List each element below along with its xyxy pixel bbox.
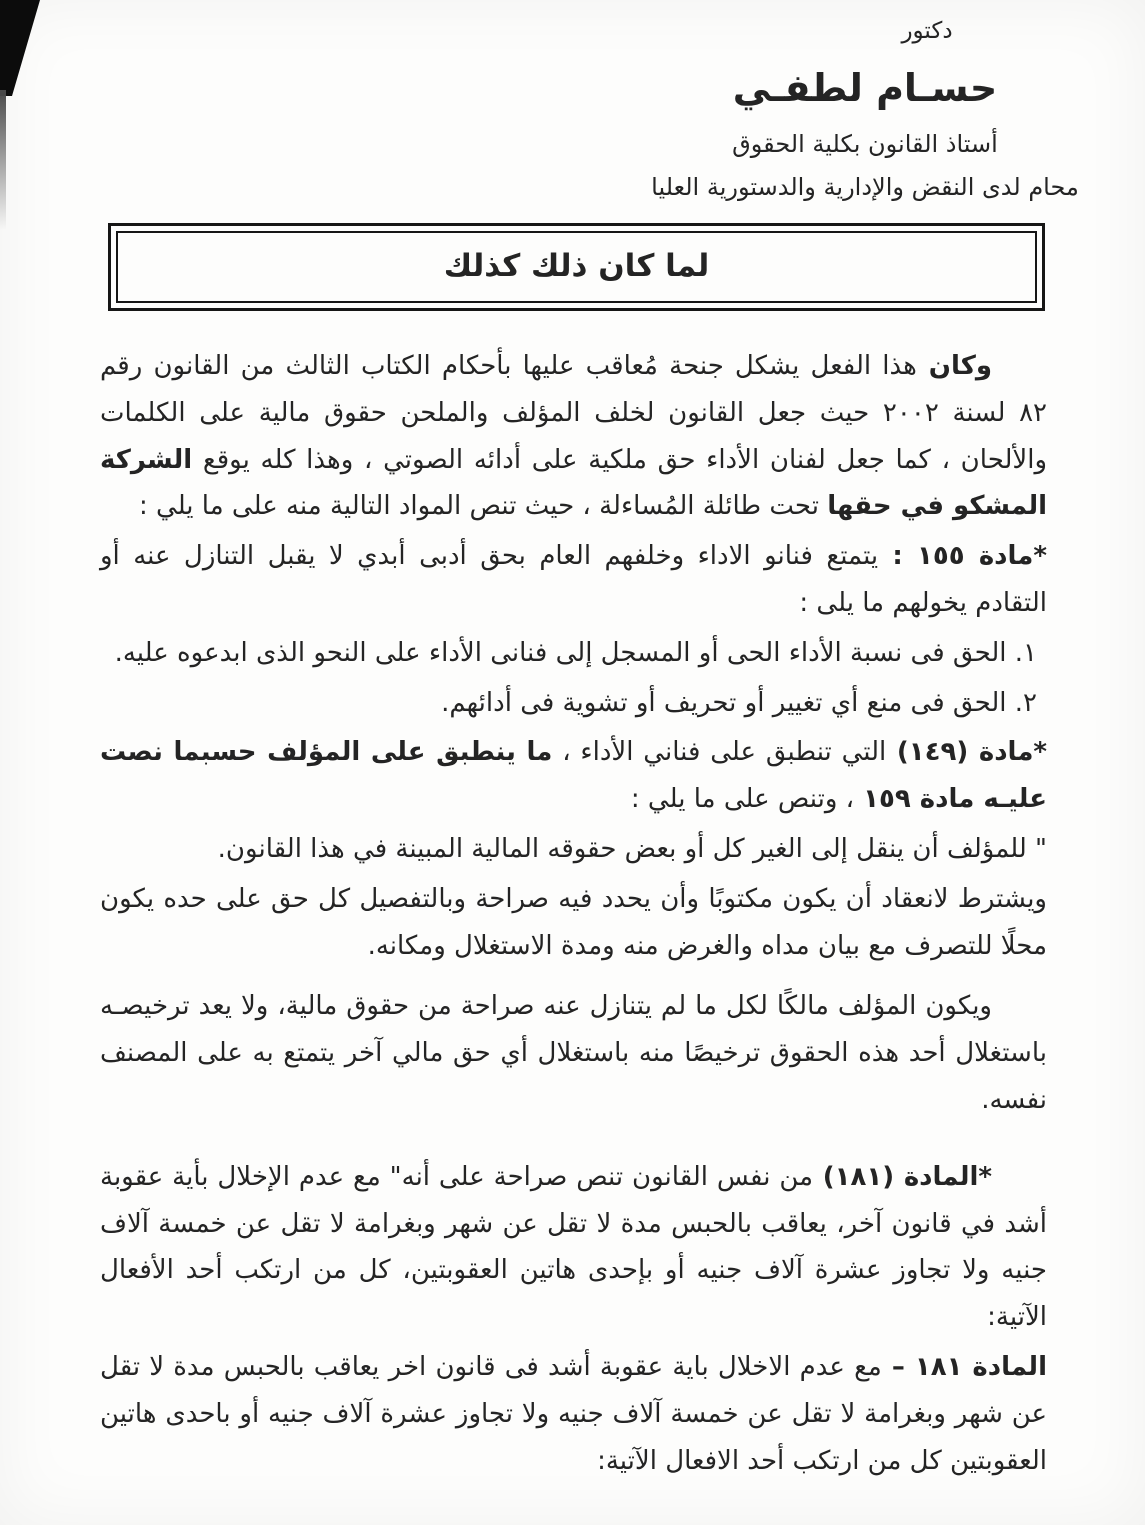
paragraph-run: " للمؤلف أن ينقل إلى الغير كل أو بعض حقوقه المالية المبينة في هذا القانون. — [217, 833, 1047, 864]
header-title-line-2: محام لدى النقض والإدارية والدستورية العليا — [651, 173, 1079, 201]
paragraph — [100, 983, 1047, 1123]
scan-artifact-edge — [0, 90, 6, 230]
paragraph — [100, 630, 1047, 677]
paragraph-bold-run: *المادة (١٨١) — [813, 1161, 992, 1192]
paragraph — [100, 1154, 1047, 1341]
paragraph-run: من نفس القانون تنص صراحة على أنه" مع عدم الإخلال بأية عقوبة أشد في قانون آخر، يعاقب بالحبس مدة لا تقل عن شهر وبغرامة لا تقل عن خمسة آلاف جنيه ولا تجاوز عشرة آلاف جنيه أو بإحدى هاتين العقوبتين، كل من ارتكب أحد الأفعال الآتية: — [100, 1161, 1047, 1333]
paragraph-run: ويشترط لانعقاد أن يكون مكتوبًا وأن يحدد فيه صراحة وبالتفصيل كل حق على حده يكون محلًا للتصرف مع بيان مداه والغرض منه ومدة الاستغلال ومكانه. — [100, 883, 1047, 961]
paragraph-run: هذا الفعل يشكل جنحة مُعاقب عليها بأحكام الكتاب الثالث من القانون رقم ٨٢ لسنة ٢٠٠٢ حيث جعل القانون لخلف المؤلف والملحن حقوق مالية على الكلمات والألحان ، كما جعل لفنان الأداء حق ملكية على أدائه الصوتي ، وهذا كله يوقع — [100, 351, 1047, 475]
paragraph-bold-run: *مادة (١٤٩) — [886, 737, 1048, 768]
paragraph-run: التي تنطبق على فناني الأداء ، — [552, 737, 887, 768]
document-body — [100, 343, 1047, 1484]
paragraph — [100, 729, 1047, 823]
header-doctor-name: حسـام لطفـي — [732, 66, 998, 110]
paragraph-run: تحت طائلة المُساءلة ، حيث تنص المواد التالية منه على ما يلي : — [139, 491, 828, 522]
paragraph-run: ويكون المؤلف مالكًا لكل ما لم يتنازل عنه صراحة من حقوق مالية، ولا يعد ترخيصـه باستغلال أحد هذه الحقوق ترخيصًا منه باستغلال أي حق مالي آخر يتمتع به على المصنف نفسه. — [100, 991, 1047, 1115]
paragraph-run: ، وتنص على ما يلي : — [630, 784, 855, 815]
paragraph-bold-run: الشركة المشكو في حقها — [100, 444, 1047, 522]
paragraph-bold-run: وكان — [916, 351, 993, 381]
paragraph — [100, 680, 1047, 727]
paragraph — [100, 343, 1047, 530]
paragraph-bold-run: *مادة ١٥٥ : — [878, 541, 1047, 572]
title-box — [108, 223, 1045, 311]
document-header — [585, 0, 1145, 201]
header-doctor-label: دكتور — [901, 18, 953, 44]
paragraph — [100, 533, 1047, 627]
paragraph-bold-run: ما ينطبق على المؤلف حسبما نصت عليـه مادة ١٥٩ — [100, 737, 1047, 815]
header-title-line-1: أستاذ القانون بكلية الحقوق — [732, 130, 998, 158]
boxed-title: لما كان ذلك كذلك — [443, 248, 710, 284]
scan-artifact-corner — [0, 0, 40, 96]
paragraph — [100, 1344, 1047, 1484]
paragraph-run: يتمتع فنانو الاداء وخلفهم العام بحق أدبى أبدي لا يقبل التنازل عنه أو التقادم يخولهم ما يلى : — [100, 541, 1047, 618]
title-box-inner — [116, 231, 1037, 303]
paragraph-run: مع عدم الاخلال باية عقوبة أشد فى قانون اخر يعاقب بالحبس مدة لا تقل عن شهر وبغرامة لا تقل عن خمسة آلاف جنيه ولا تجاوز عشرة آلاف جنيه أو باحدى هاتين العقوبتين كل من ارتكب أحد الافعال الآتية: — [100, 1351, 1047, 1476]
paragraph — [100, 876, 1047, 970]
paragraph — [100, 826, 1047, 873]
paragraph-run: ١. الحق فى نسبة الأداء الحى أو المسجل إلى فنانى الأداء على النحو الذى ابدعوه عليه. — [114, 637, 1037, 668]
paragraph-bold-run: المادة ١٨١ – — [881, 1351, 1047, 1382]
paragraph-run: ٢. الحق فى منع أي تغيير أو تحريف أو تشوية فى أدائهم. — [441, 687, 1037, 718]
